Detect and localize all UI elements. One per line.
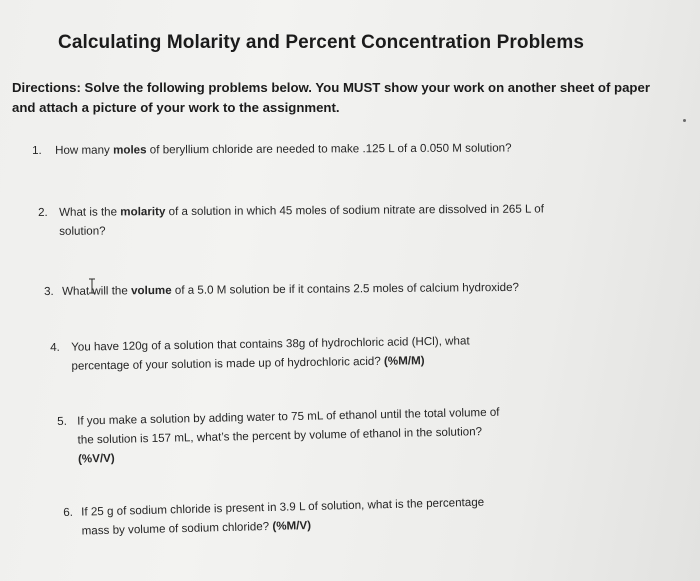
question-number: 5. xyxy=(57,414,68,428)
question-number: 4. xyxy=(50,340,60,354)
question-text: You have 120g of a solution that contains 38g of hydrochloric acid (HCl), what percentage of your solution is made up of hydrochloric acid? (%M/M) xyxy=(71,334,470,373)
question-number: 3. xyxy=(44,284,54,298)
question-3 xyxy=(44,277,584,301)
paper-speck xyxy=(683,119,686,122)
question-unit: (%M/V) xyxy=(272,518,312,533)
question-text: If 25 g of sodium chloride is present in 3.9 L of solution, what is the percentage mass by volume of sodium chloride? (%M/V) xyxy=(81,495,485,538)
question-5 xyxy=(57,402,528,469)
question-4 xyxy=(50,330,531,376)
question-text: How many moles of beryllium chloride are needed to make .125 L of a 0.050 M solution? xyxy=(55,141,512,157)
question-keyword: moles xyxy=(113,143,147,157)
text-cursor-icon xyxy=(88,278,96,294)
directions-text: Directions: Solve the following problems below. You MUST show your work on another sheet of paper and attach a picture of your work to the assignment. xyxy=(12,80,650,115)
page-title: Calculating Molarity and Percent Concentration Problems xyxy=(58,32,584,53)
question-number: 2. xyxy=(38,205,48,219)
question-number: 1. xyxy=(32,143,42,157)
question-number: 6. xyxy=(63,505,74,519)
question-unit: (%M/M) xyxy=(383,354,425,368)
question-text: If you make a solution by adding water to 75 mL of ethanol until the total volume of the solution is 157 mL, what’s the percent by volume of ethanol in the solution? (%V/V) xyxy=(77,405,500,466)
question-text: What will the volume of a 5.0 M solution be if it contains 2.5 moles of calcium hydroxide? xyxy=(62,280,520,298)
question-keyword: molarity xyxy=(120,205,166,219)
question-unit: (%V/V) xyxy=(77,451,115,466)
question-keyword: volume xyxy=(130,283,172,298)
question-text: What is the molarity of a solution in which 45 moles of sodium nitrate are dissolved in 265 L of solution? xyxy=(59,202,544,238)
question-2 xyxy=(38,199,598,241)
question-6 xyxy=(63,492,514,541)
question-1 xyxy=(32,138,592,160)
